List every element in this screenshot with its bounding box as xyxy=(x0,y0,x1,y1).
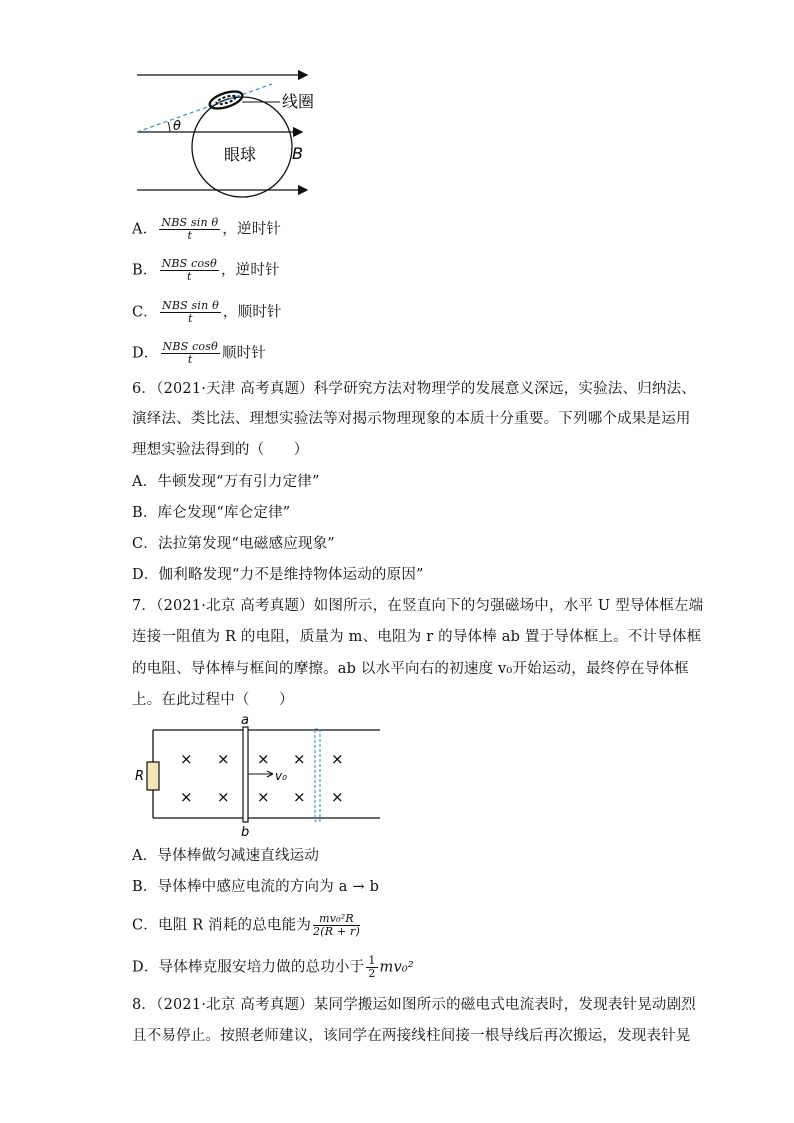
fraction: $\frac{\text{NBS cosθ}}{t}$ xyxy=(161,257,217,283)
q7-option-c: C．电阻 R 消耗的总电能为 $\frac{\text{mv₀²R}}{2(R + r)}$ xyxy=(132,912,360,938)
coil-label: 线圈 xyxy=(282,92,315,111)
q7-stem-line-3: 的电阻、导体棒与框间的摩擦。ab 以水平向右的初速度 v₀开始运动，最终停在导体框 xyxy=(132,661,689,677)
q8-stem-line-1: 8．（2021·北京 高考真题）某同学搬运如图所示的磁电式电流表时，发现表针晃动剧烈 xyxy=(132,997,696,1013)
q7-stem-line-4: 上。在此过程中（ ） xyxy=(132,692,294,708)
option-label: B． xyxy=(132,262,158,279)
q6-stem-line-3: 理想实验法得到的（ ） xyxy=(132,442,309,458)
field-cross: × xyxy=(331,788,344,806)
angle-arc xyxy=(168,122,170,132)
q5-option-b: B． $\frac{\text{NBS cosθ}}{t}$ ，逆时针 xyxy=(132,257,280,283)
q6-option-d: D．伽利略发现“力不是维持物体运动的原因” xyxy=(132,567,424,583)
final-rod-position xyxy=(315,729,320,821)
field-label: B xyxy=(292,144,303,163)
q7-option-d: D．导体棒克服安培力做的总功小于 $\frac{1}{2}$ mv₀² xyxy=(132,954,414,980)
option-label: C． xyxy=(132,304,158,321)
q6-option-b: B．库仑发现“库仑定律” xyxy=(132,505,291,521)
angle-label: θ xyxy=(173,119,181,134)
fraction: $\frac{\text{NBS sin θ}}{t}$ xyxy=(161,216,219,242)
coil-axis-dashed xyxy=(137,84,272,132)
field-cross: × xyxy=(331,750,344,768)
field-cross: × xyxy=(293,750,306,768)
q5-option-c: C． $\frac{\text{NBS sin θ}}{t}$ ，顺时针 xyxy=(132,299,282,325)
field-cross: × xyxy=(257,788,270,806)
field-cross: × xyxy=(293,788,306,806)
fraction: $\frac{\text{NBS sin θ}}{t}$ xyxy=(162,299,219,325)
q7-stem-line-1: 7．（2021·北京 高考真题）如图所示，在竖直向下的匀强磁场中，水平 U 型导体框左端 xyxy=(132,598,704,614)
resistor xyxy=(147,762,159,790)
field-cross: × xyxy=(257,750,270,768)
q7-stem-line-2: 连接一阻值为 R 的电阻，质量为 m、电阻为 r 的导体棒 ab 置于导体框上。不计导体框 xyxy=(132,629,702,645)
q5-option-a: A． $\frac{\text{NBS sin θ}}{t}$ ，逆时针 xyxy=(132,216,282,242)
q6-stem-line-2: 演绎法、类比法、理想实验法等对揭示物理现象的本质十分重要。下列哪个成果是运用 xyxy=(132,411,691,427)
q5-option-d: D． $\frac{\text{NBS cosθ}}{t}$ 顺时针 xyxy=(132,340,267,366)
option-label: A． xyxy=(132,221,158,238)
option-label: D． xyxy=(132,345,159,362)
coil-eyeball-figure xyxy=(132,62,342,202)
rod-end-a: a xyxy=(241,713,249,728)
conductor-frame-figure xyxy=(135,712,385,842)
q8-stem-line-2: 且不易停止。按照老师建议，该同学在两接线柱间接一根导线后再次搬运，发现表针晃 xyxy=(132,1028,691,1044)
field-cross: × xyxy=(217,750,230,768)
conductor-rod-ab xyxy=(243,727,248,822)
fraction: $\frac{1}{2}$ xyxy=(368,954,376,980)
eye-label: 眼球 xyxy=(224,145,257,164)
q6-option-c: C．法拉第发现“电磁感应现象” xyxy=(132,536,335,552)
magnetic-field-crosses xyxy=(180,750,344,806)
field-cross: × xyxy=(180,788,193,806)
field-cross: × xyxy=(217,788,230,806)
resistor-label: R xyxy=(135,769,145,784)
q6-stem-line-1: 6．（2021·天津 高考真题）科学研究方法对物理学的发展意义深远，实验法、归纳法、 xyxy=(132,381,696,397)
velocity-label: v₀ xyxy=(275,769,287,783)
q7-option-a: A．导体棒做匀减速直线运动 xyxy=(132,848,320,864)
field-cross: × xyxy=(180,750,193,768)
q6-option-a: A．牛顿发现“万有引力定律” xyxy=(132,474,320,490)
rod-end-b: b xyxy=(241,825,250,840)
fraction: $\frac{\text{mv₀²R}}{2(R + r)}$ xyxy=(313,912,360,938)
q7-option-b: B．导体棒中感应电流的方向为 a → b xyxy=(132,879,380,895)
fraction: $\frac{\text{NBS cosθ}}{t}$ xyxy=(162,340,218,366)
